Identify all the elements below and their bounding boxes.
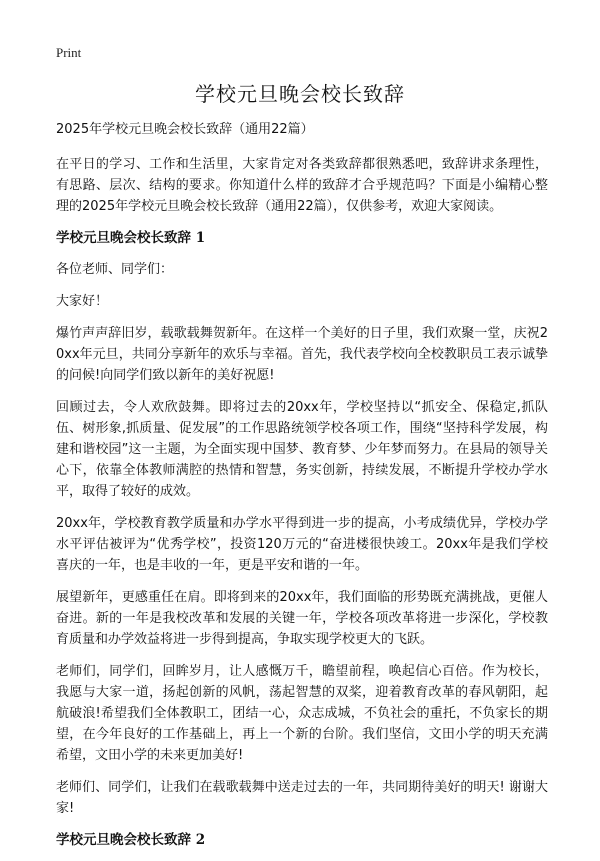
page-title: 学校元旦晚会校长致辞	[195, 82, 405, 106]
body-paragraph: 老师们，同学们，回眸岁月，让人感慨万千，瞻望前程，唤起信心百倍。作为校长，我愿与大家一道，扬起创新的风帆，荡起智慧的双桨，迎着教育改革的春风朝阳，起航破浪!希望我们全体教职工，团结一心，众志成城，不负社会的重托，不负家长的期望，在今年良好的工作基础上，再上一个新的台阶。我们坚信，文田小学的明天充满希望，文田小学的未来更加美好!	[56, 664, 548, 763]
body-paragraph: 展望新年，更感重任在肩。即将到来的20xx年，我们面临的形势既充满挑战，更催人奋进。新的一年是我校改革和发展的关键一年，学校各项改革将进一步深化，学校教育质量和办学效益将进一步得到提高，争取实现学校更大的飞跃。	[56, 590, 548, 647]
body-paragraph: 爆竹声声辞旧岁，载歌载舞贺新年。在这样一个美好的日子里，我们欢聚一堂，庆祝20xx年元旦，共同分享新年的欢乐与幸福。首先，我代表学校向全校教职员工表示诚挚的问候!向同学们致以新年的美好祝愿!	[56, 326, 548, 383]
body-paragraph: 20xx年，学校教育教学质量和办学水平得到进一步的提高，小考成绩优异，学校办学水平评估被评为“优秀学校”，投资120万元的“奋进楼很快竣工。20xx年是我们学校喜庆的一年，也是丰收的一年，更是平安和谐的一年。	[56, 516, 548, 573]
section-heading-2: 学校元旦晚会校长致辞 2	[56, 832, 206, 848]
greeting: 大家好！	[56, 294, 109, 309]
intro-paragraph: 在平日的学习、工作和生活里，大家肯定对各类致辞都很熟悉吧，致辞讲求条理性，有思路、层次、结构的要求。你知道什么样的致辞才合乎规范吗？下面是小编精心整理的2025年学校元旦晚会校长致辞（通用22篇），仅供参考，欢迎大家阅读。	[56, 157, 548, 214]
section-heading-1: 学校元旦晚会校长致辞 1	[56, 230, 206, 246]
print-link[interactable]: Print	[56, 45, 82, 60]
body-paragraph: 回顾过去，令人欢欣鼓舞。即将过去的20xx年，学校坚持以“抓安全、保稳定,抓队伍、树形象,抓质量、促发展”的工作思路统领学校各项工作，围绕“坚持科学发展，构建和谐校园”这一主题，为全面实现中国梦、教育梦、少年梦而努力。在县局的领导关心下，依靠全体教师满腔的热情和智慧，务实创新，持续发展，不断提升学校办学水平，取得了较好的成效。	[56, 400, 548, 499]
document-body	[56, 114, 548, 861]
closing-paragraph: 老师们、同学们，让我们在载歌载舞中送走过去的一年，共同期待美好的明天! 谢谢大家!	[56, 780, 548, 816]
salutation: 各位老师、同学们：	[56, 262, 174, 277]
document-subtitle: 2025年学校元旦晚会校长致辞（通用22篇）	[56, 122, 314, 137]
